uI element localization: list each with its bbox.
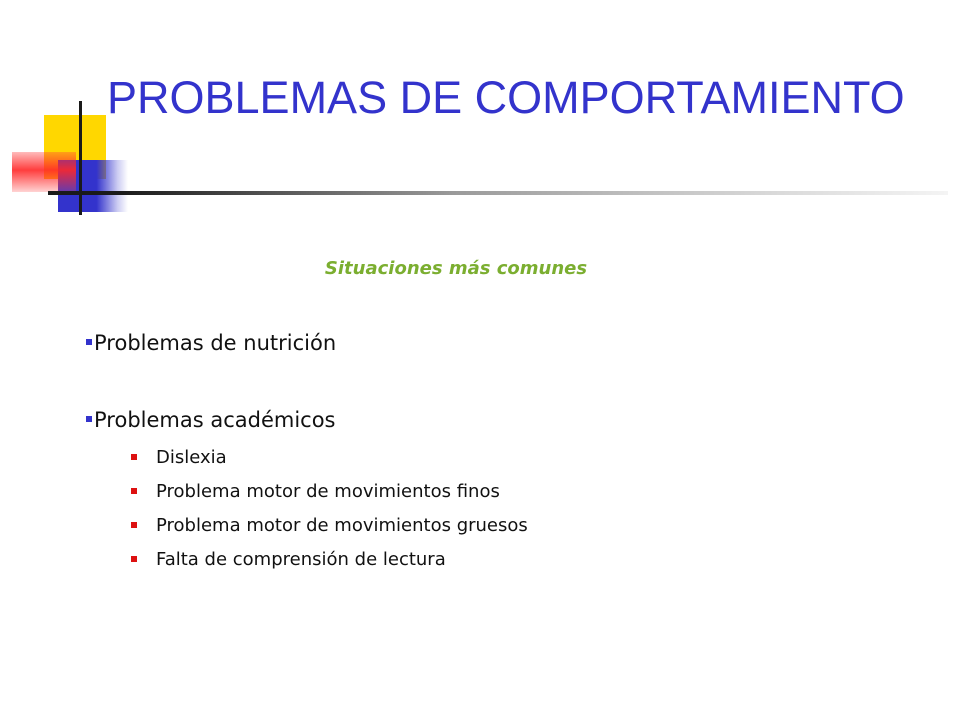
- slide-title: PROBLEMAS DE COMPORTAMIENTO: [107, 72, 905, 123]
- subbullet-label: Problema motor de movimientos finos: [156, 481, 500, 502]
- subbullet-reading-comprehension: [131, 549, 446, 570]
- subbullet-gross-motor: [131, 515, 528, 536]
- bullet-label: Problemas de nutrición: [94, 331, 337, 355]
- subbullet-label: Dislexia: [156, 447, 227, 468]
- subbullet-label: Problema motor de movimientos gruesos: [156, 515, 528, 536]
- decorative-red-square: [12, 152, 76, 192]
- bullet-academic: [86, 408, 336, 432]
- bullet-square-icon: [86, 416, 92, 422]
- subbullet-square-icon: [131, 556, 137, 562]
- subbullet-dyslexia: [131, 447, 227, 468]
- decorative-vertical-line: [79, 101, 82, 215]
- bullet-label: Problemas académicos: [94, 408, 336, 432]
- slide-subtitle: Situaciones más comunes: [324, 258, 588, 279]
- subbullet-label: Falta de comprensión de lectura: [156, 549, 446, 570]
- subbullet-square-icon: [131, 488, 137, 494]
- subbullet-fine-motor: [131, 481, 500, 502]
- title-underline: [48, 191, 948, 195]
- bullet-square-icon: [86, 339, 92, 345]
- subbullet-square-icon: [131, 522, 137, 528]
- bullet-nutrition: [86, 331, 336, 355]
- subbullet-square-icon: [131, 454, 137, 460]
